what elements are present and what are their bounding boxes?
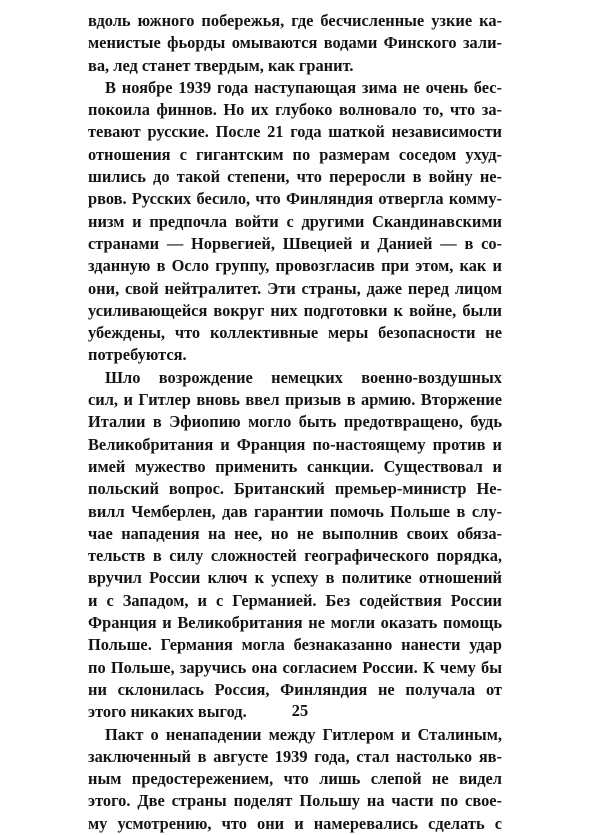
text-line: рвов. Русских бесило, что Финляндия отвергла комму- [88,189,502,209]
text-line: ва, лед станет твердым, как гранит. [88,55,354,75]
text-line: потребуются. [88,345,187,365]
text-line: покоила финнов. Но их глубоко волновало то, что за- [88,100,502,120]
text-line: менистые фьорды омываются водами Финского зали- [88,33,502,53]
text-line: ным предостережением, что лишь слепой не видел [88,769,502,789]
text-line: зданную в Осло группу, провозгласив при этом, как и [88,256,502,276]
paragraph [88,77,502,367]
text-line: странами — Норвегией, Швецией и Данией — в со- [88,233,502,253]
text-line: Великобритания и Франция по-настоящему против и [88,434,502,454]
text-line: шились до такой степени, что переросли в войну не- [88,167,502,187]
text-line: Шло возрождение немецких военно-воздушных [105,367,502,387]
text-line: вилл Чемберлен, дав гарантии помочь Польше в слу- [88,501,502,521]
text-line: убеждены, что коллективные меры безопасности не [88,323,502,343]
text-line: ни склонилась Россия, Финляндия не получала от [88,679,502,699]
paragraph [88,367,502,724]
text-line: Польше. Германия могла безнаказанно нанести удар [88,635,502,655]
text-line: заключенный в августе 1939 года, стал настолько яв- [88,746,502,766]
paragraph [88,10,502,77]
text-line: Франция и Великобритания не могли оказать помощь [88,613,502,633]
text-line: низм и предпочла войти с другими Скандинавскими [88,211,502,231]
text-line: тельств в силу сложностей географического порядка, [88,546,502,566]
text-line: имей мужество применить санкции. Существовал и [88,456,502,476]
text-line: тевают русские. После 21 года шаткой независимости [88,122,502,142]
text-line: Италии в Эфиопию могло быть предотвращено, будь [88,412,502,432]
text-line: вдоль южного побережья, где бесчисленные узкие ка- [88,11,502,30]
text-line: этого. Две страны поделят Польшу на части по свое- [88,791,502,811]
text-line: сил, и Гитлер вновь ввел призыв в армию. Вторжение [88,390,502,410]
text-line: этого никаких выгод. [88,702,247,722]
page-number: 25 [291,701,309,720]
text-line: отношения с гигантским по размерам соседом ухуд- [88,144,502,164]
text-line: Пакт о ненападении между Гитлером и Сталиным, [105,724,502,744]
text-line: му усмотрению, что они и намеревались сделать с [88,813,502,833]
text-line: по Польше, заручись она согласием России. К чему бы [88,657,502,677]
text-line: вручил России ключ к успеху в политике отношений [88,568,502,588]
text-line: чае нападения на нее, но не выполнив своих обяза- [88,523,502,543]
text-line: усиливающейся вокруг них подготовки к войне, были [88,300,502,320]
text-line: В ноябре 1939 года наступающая зима не очень бес- [105,77,502,97]
paragraph [88,724,502,835]
text-line: и с Западом, и с Германией. Без содействия России [88,590,502,610]
text-line: они, свой нейтралитет. Эти страны, даже перед лицом [88,278,502,298]
text-line: польский вопрос. Британский премьер-министр Не- [88,479,502,499]
